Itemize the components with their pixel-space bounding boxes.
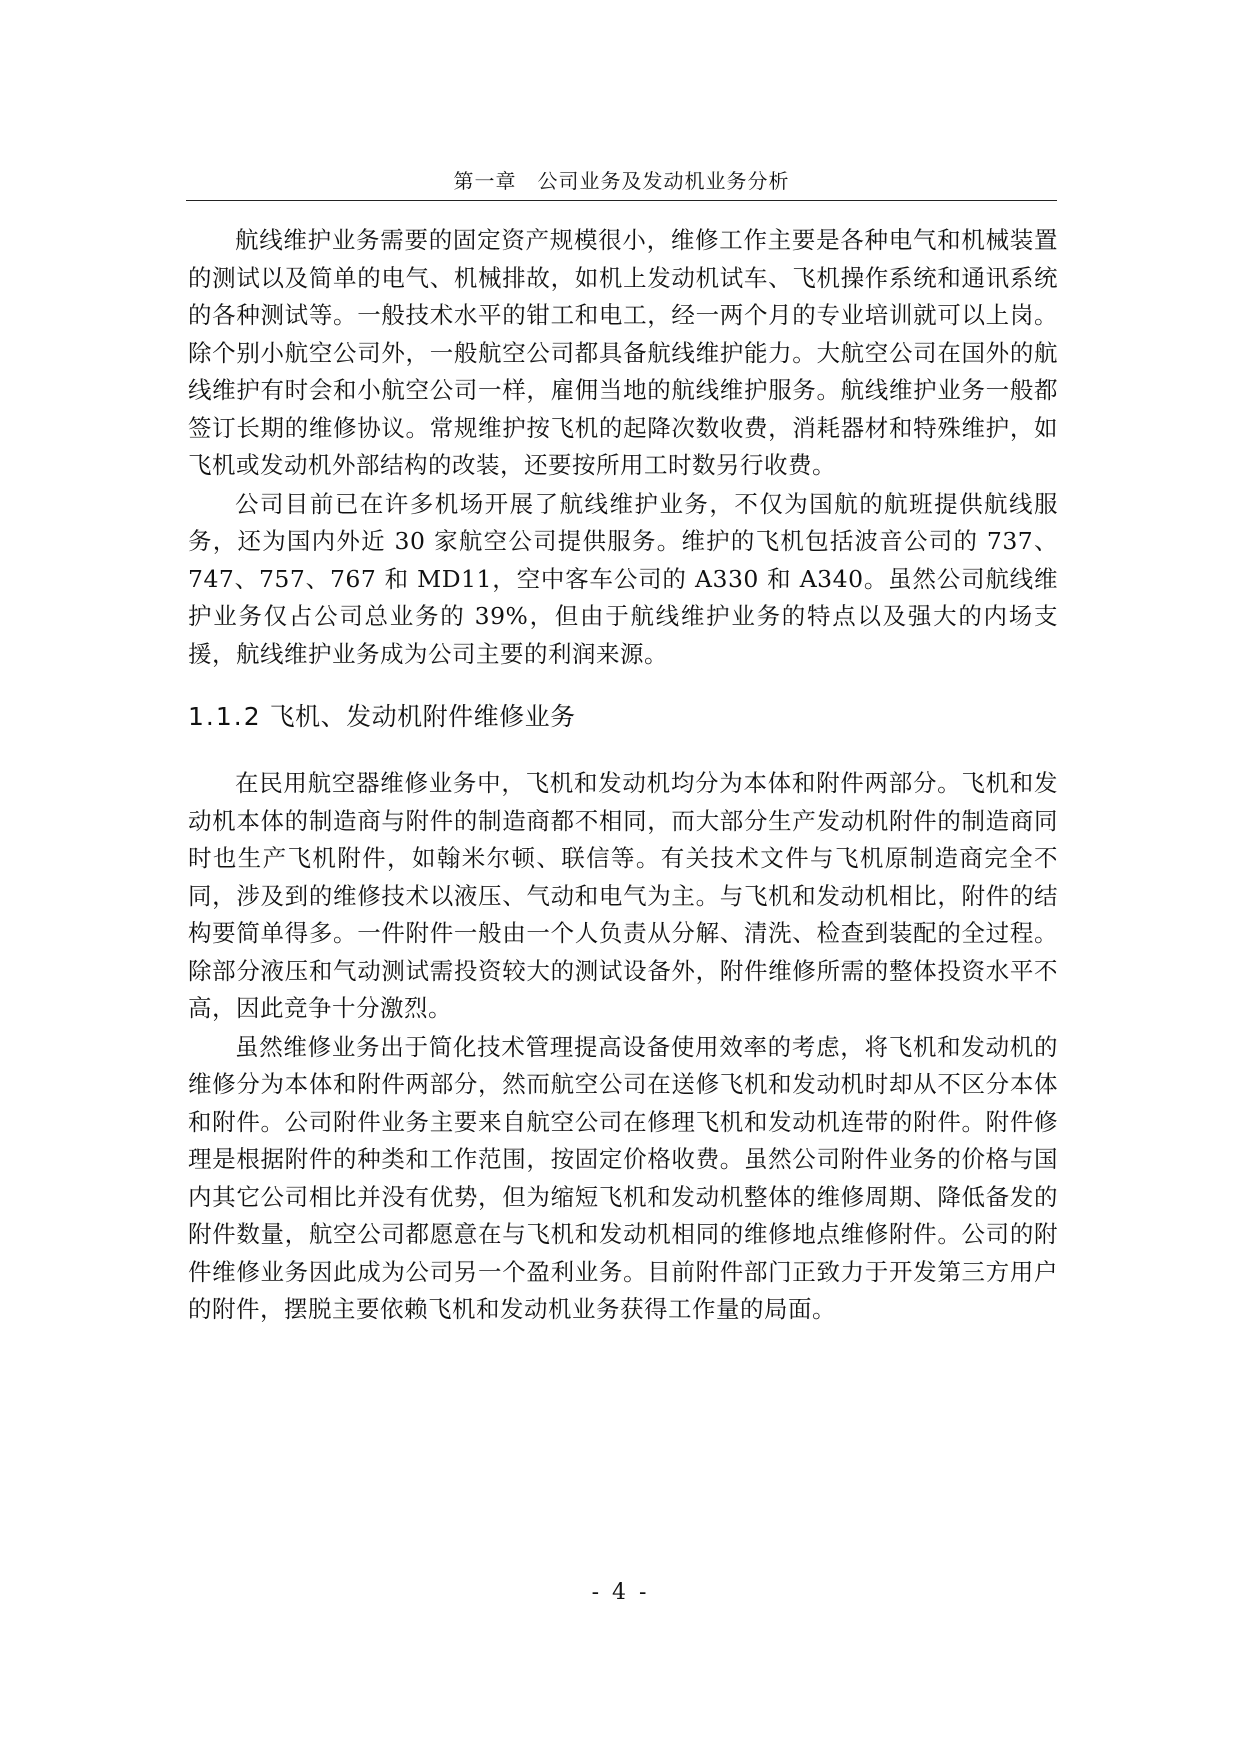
running-header: 第一章 公司业务及发动机业务分析 — [453, 169, 790, 193]
section-number: 1.1.2 — [188, 702, 262, 731]
paragraph-line-maintenance-company: 公司目前已在许多机场开展了航线维护业务，不仅为国航的航班提供航线服务，还为国内外近 30 家航空公司提供服务。维护的飞机包括波音公司的 737、747、757、767 和 MD11，空中客车公司的 A330 和 A340。虽然公司航线维护业务仅占公司总业务的 39%，但由于航线维护业务的特点以及强大的内场支援，航线维护业务成为公司主要的利润来源。 — [188, 489, 1058, 668]
section-heading — [188, 700, 1058, 734]
page-number: - 4 - — [591, 1580, 650, 1605]
paragraph-accessory-company: 虽然维修业务出于简化技术管理提高设备使用效率的考虑，将飞机和发动机的维修分为本体和附件两部分，然而航空公司在送修飞机和发动机时却从不区分本体和附件。公司附件业务主要来自航空公司在修理飞机和发动机连带的附件。附件修理是根据附件的种类和工作范围，按固定价格收费。虽然公司附件业务的价格与国内其它公司相比并没有优势，但为缩短飞机和发动机整体的维修周期、降低备发的附件数量，航空公司都愿意在与飞机和发动机相同的维修地点维修附件。公司的附件维修业务因此成为公司另一个盈利业务。目前附件部门正致力于开发第三方用户的附件，摆脱主要依赖飞机和发动机业务获得工作量的局面。 — [188, 1032, 1058, 1323]
body-text — [188, 222, 1058, 1329]
section-title: 飞机、发动机附件维修业务 — [269, 702, 576, 731]
paragraph-line-maintenance-overview: 航线维护业务需要的固定资产规模很小，维修工作主要是各种电气和机械装置的测试以及简单的电气、机械排故，如机上发动机试车、飞机操作系统和通讯系统的各种测试等。一般技术水平的钳工和电工，经一两个月的专业培训就可以上岗。除个别小航空公司外，一般航空公司都具备航线维护能力。大航空公司在国外的航线维护有时会和小航空公司一样，雇佣当地的航线维护服务。航线维护业务一般都签订长期的维修协议。常规维护按飞机的起降次数收费，消耗器材和特殊维护，如飞机或发动机外部结构的改装，还要按所用工时数另行收费。 — [188, 226, 1058, 479]
paragraph-accessory-overview: 在民用航空器维修业务中，飞机和发动机均分为本体和附件两部分。飞机和发动机本体的制造商与附件的制造商都不相同，而大部分生产发动机附件的制造商同时也生产飞机附件，如翰米尔顿、联信等。有关技术文件与飞机原制造商完全不同，涉及到的维修技术以液压、气动和电气为主。与飞机和发动机相比，附件的结构要简单得多。一件附件一般由一个人负责从分解、清洗、检查到装配的全过程。除部分液压和气动测试需投资较大的测试设备外，附件维修所需的整体投资水平不高，因此竞争十分激烈。 — [188, 769, 1058, 1022]
header-rule — [186, 200, 1057, 201]
